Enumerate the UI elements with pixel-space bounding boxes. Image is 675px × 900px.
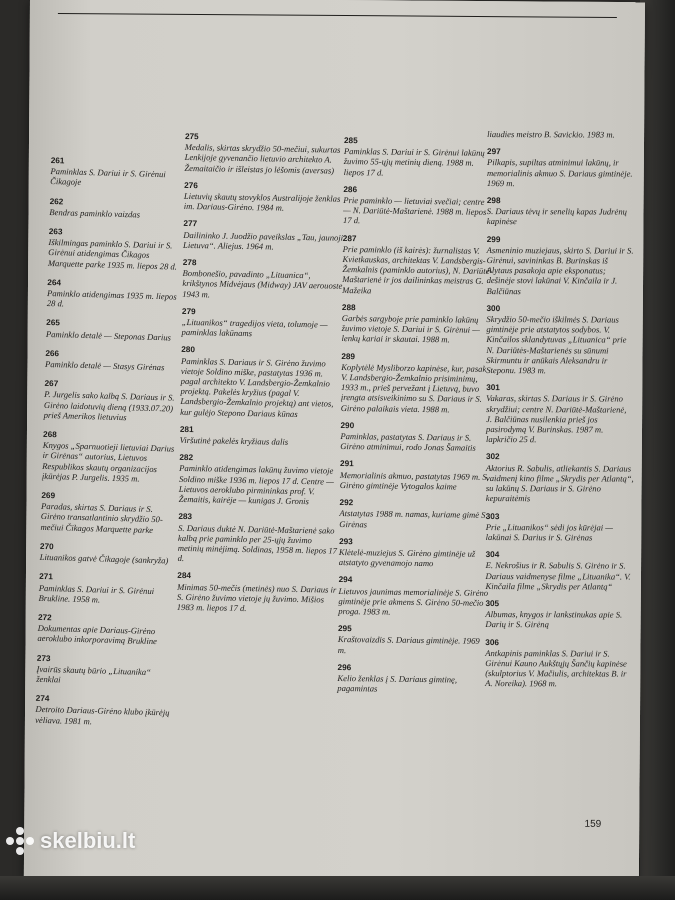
caption-number: 298 xyxy=(486,196,501,206)
caption-entry xyxy=(339,498,489,530)
caption-text: Iškilmingas paminklo S. Dariui ir S. Girėnui atidengimas Čikagos Marquette parke 1935 m. liepos 28 d. xyxy=(47,237,178,272)
caption-number: 269 xyxy=(41,490,56,501)
caption-entry xyxy=(35,694,174,728)
caption-text: Kelio ženklas į S. Dariaus gimtinę, pagamintas xyxy=(337,672,458,694)
caption-number: 265 xyxy=(46,318,61,328)
background-right xyxy=(640,0,675,900)
caption-number: 288 xyxy=(341,302,356,313)
caption-number: 301 xyxy=(486,383,500,393)
caption-text: Memorialinis akmuo, pastatytas 1969 m. S. Girėno gimtinėje Vytogalos kaime xyxy=(339,469,489,492)
caption-entry xyxy=(44,379,183,424)
caption-text: Antkapinis paminklas S. Dariui ir S. Girėnui Kauno Aukštųjų Šančių kapinėse (skulptorius V. Mačiulis, architektas B. ir A. Noreika). 1968 m. xyxy=(485,647,627,689)
skelbiu-logo-icon xyxy=(6,827,34,855)
caption-entry xyxy=(344,136,494,179)
caption-number: 274 xyxy=(35,693,50,704)
caption-entry xyxy=(48,227,187,272)
caption-text: Asmeninio muziejaus, skirto S. Dariui ir S. Girėnui, savininkas B. Burinskas iš Alytaus pasakoja apie eksponatus; dešinėje stovi lakūnai V. Kinčaila ir J. Balčiūnas xyxy=(486,244,634,296)
caption-text: Paminklas S. Dariaus ir S. Girėno žuvimo vietoje Soldino miške, pastatytas 1936 m. pagal architekto V. Landsbergio-Žemkalnio projektą. Pakelės kryžius (pagal V. Landsbergio-Žemkalnio projektą) ant vietos, kur gulėjo Stepono Dariaus kūnas xyxy=(180,355,334,419)
caption-text: Detroito Dariaus-Girėno klubo įkūrėjų vėliava. 1981 m. xyxy=(35,704,170,726)
caption-text: liaudies meistro B. Savickio. 1983 m. xyxy=(487,129,615,140)
caption-number: 289 xyxy=(341,351,356,361)
caption-entry xyxy=(40,491,179,536)
caption-entry xyxy=(339,537,489,569)
caption-text: Dailininko J. Juodžio paveikslas „Tau, jaunoji Lietuva“. Aliejus. 1964 m. xyxy=(183,229,344,252)
watermark xyxy=(6,826,135,856)
caption-entry xyxy=(487,196,635,227)
caption-number: 302 xyxy=(485,452,500,462)
caption-entry xyxy=(183,219,344,252)
caption-entry xyxy=(182,258,343,302)
caption-entry xyxy=(178,512,339,566)
caption-entry xyxy=(342,234,493,297)
caption-number: 266 xyxy=(45,348,60,359)
caption-text: Viršutinė pakelės kryžiaus dalis xyxy=(179,434,289,447)
caption-column-1 xyxy=(35,156,189,738)
caption-entry xyxy=(485,638,633,690)
caption-number: 293 xyxy=(339,536,353,546)
caption-text: Paminklo detalė — Steponas Darius xyxy=(45,328,172,343)
caption-text: P. Jurgelis sako kalbą S. Dariaus ir S. Girėno laidotuvių dieną (1933.07.20) prieš Amerikos lietuvius xyxy=(43,389,175,423)
caption-number: 270 xyxy=(39,541,54,552)
caption-number: 277 xyxy=(183,219,198,229)
caption-text: Minimas 50-mečis (metinės) nuo S. Dariaus ir S. Girėno žuvimo vietoje jų žuvimo. Mišios 1983 m. liepos 17 d. xyxy=(176,581,337,614)
caption-number: 273 xyxy=(36,653,51,663)
caption-number: 281 xyxy=(179,424,194,435)
caption-text: Bombonešio, pavadinto „Lituanica“, krikštynos Midvėjaus (Midway) JAV aerouoste 1943 m. xyxy=(182,268,343,300)
caption-entry xyxy=(486,383,634,445)
caption-text: Knygos „Sparnuotieji lietuviai Darius ir Girėnas“ autorius, Lietuvos Respublikos skautų organizacijos įkūrėjas P. Jurgelis. 1935 m. xyxy=(41,440,175,484)
caption-entry xyxy=(177,571,338,615)
caption-text: Lietuvos jaunimas memorialinėje S. Girėno gimtinėje prie akmens S. Girėno 50-mečio proga. 1983 m. xyxy=(338,585,489,617)
caption-text: Vakaras, skirtas S. Dariaus ir S. Girėno skrydžiui; centre N. Dariūtė-Maštarienė, J. Balčiūnas nusilenkia prieš jos pasirodymą V. Burinskas. 1987 m. lapkričio 25 d. xyxy=(486,393,627,445)
caption-number: 299 xyxy=(486,234,501,244)
caption-number: 303 xyxy=(485,511,500,521)
caption-text: Pilkapis, supiltas atminimui lakūnų, ir memorialinis akmuo S. Dariaus gimtinėje. 1969 m. xyxy=(486,157,633,188)
caption-entry xyxy=(486,304,634,376)
caption-column-3 xyxy=(337,136,494,703)
caption-number: 285 xyxy=(343,136,358,146)
caption-number: 291 xyxy=(339,459,354,469)
caption-number: 280 xyxy=(181,345,196,355)
caption-number: 275 xyxy=(184,131,199,142)
caption-text: Aktorius R. Sabulis, atliekantis S. Dariaus vaidmenį kino filme „Skrydis per Atlantą“, su lakūnų S. Dariaus ir S. Girėno kepuraitėmis xyxy=(485,462,634,504)
caption-text: Dokumentas apie Dariaus-Girėno aeroklubo inkorporavimą Brukline xyxy=(37,622,158,647)
caption-number: 286 xyxy=(343,184,358,195)
caption-number: 297 xyxy=(487,147,501,157)
caption-text: Lituanikos gatvė Čikagoje (sankryža) xyxy=(39,551,169,566)
caption-entry xyxy=(340,421,490,453)
caption-entry xyxy=(487,129,635,140)
caption-entry xyxy=(181,307,342,340)
book-page xyxy=(24,0,645,882)
caption-text: Įvairūs skautų būrio „Lituanika“ ženklai xyxy=(36,663,152,685)
caption-text: Paminklo atidengimas 1935 m. liepos 28 d. xyxy=(46,287,177,309)
caption-text: Paminklas S. Dariui ir S. Girėnui Brukline. 1958 m. xyxy=(38,582,155,605)
caption-entry xyxy=(338,575,488,618)
caption-entry xyxy=(50,156,189,190)
caption-number: 292 xyxy=(339,498,354,508)
watermark-text: skelbiu.lt xyxy=(40,828,136,853)
caption-number: 282 xyxy=(179,453,194,463)
caption-entry xyxy=(486,453,634,505)
caption-text: Koplytėlė Mysliborzo kapinėse, kur, pasak V. Landsbergio-Žemkalnio prisiminimų, 1933 m., prieš pervežant į Lietuvą, buvo įrengta atsisveikinimo su S. Dariaus ir S. Girėno palaikais vieta. 1988 m. xyxy=(340,361,487,415)
caption-entry xyxy=(49,197,188,221)
caption-number: 306 xyxy=(485,637,499,647)
caption-entry xyxy=(184,181,345,214)
caption-number: 263 xyxy=(48,226,63,237)
caption-entry xyxy=(46,318,185,342)
caption-entry xyxy=(485,599,633,630)
caption-text: Paminklas, pastatytas S. Dariaus ir S. Girėno atminimui, rodo Jonas Šamaitis xyxy=(340,431,476,453)
caption-number: 271 xyxy=(39,572,53,582)
background-bottom xyxy=(0,876,675,900)
caption-text: Albumas, knygos ir lankstinukas apie S. Darių ir S. Girėną xyxy=(485,609,623,630)
caption-number: 262 xyxy=(49,196,64,206)
caption-text: Prie paminklo (iš kairės): žurnalistas V. Kvietkauskas, architektas V. Landsbergis-Žemkalnis (paminklo autorius), N. Dariūtė-Maštarienė ir jos dailininkas meistras G. Mažeika xyxy=(342,243,493,296)
caption-entry xyxy=(45,349,184,373)
caption-column-4 xyxy=(485,129,635,697)
caption-entry xyxy=(179,453,340,507)
caption-number: 294 xyxy=(338,575,353,585)
caption-text: Paminklas S. Dariui ir S. Girėnui Čikagoje xyxy=(50,166,166,188)
caption-number: 304 xyxy=(485,550,500,560)
caption-text: E. Nekrošius ir R. Sabulis S. Girėno ir S. Dariaus vaidmenyse filme „Lituanika“. V. Kinčaila filme „Skrydis per Atlantą“ xyxy=(485,560,631,592)
header-rule xyxy=(58,13,617,18)
caption-entry xyxy=(38,572,177,606)
caption-number: 268 xyxy=(43,429,57,440)
caption-entry xyxy=(337,663,487,695)
caption-text: S. Dariaus tėvų ir senelių kapas Judrėnų kapinėse xyxy=(486,206,627,227)
caption-number: 296 xyxy=(337,662,352,672)
caption-entry xyxy=(180,345,341,419)
caption-number: 290 xyxy=(340,420,355,431)
caption-text: Kraštovaizdis S. Dariaus gimtinėje. 1969 m. xyxy=(337,634,480,655)
caption-entry xyxy=(42,430,181,485)
caption-entry xyxy=(485,550,633,591)
caption-text: „Lituanikos“ tragedijos vieta, tolumoje — paminklas lakūnams xyxy=(181,316,328,339)
caption-column-2 xyxy=(177,132,345,623)
caption-number: 284 xyxy=(177,571,192,581)
caption-number: 279 xyxy=(181,306,196,316)
caption-number: 276 xyxy=(184,180,198,190)
caption-number: 305 xyxy=(485,598,500,609)
caption-text: Atstatytas 1988 m. namas, kuriame gimė S. Girėnas xyxy=(339,508,488,529)
page-number: 159 xyxy=(584,818,602,830)
caption-entry xyxy=(338,624,488,656)
caption-text: Prie paminklo — lietuviai svečiai; centre — N. Dariūtė-Maštarienė. 1988 m. liepos 17 d. xyxy=(342,195,487,226)
caption-text: Paminklas S. Dariui ir S. Girėnui lakūnų žuvimo 55-ųjų metinių dieną. 1988 m. liepos 17 d. xyxy=(343,146,485,178)
caption-entry xyxy=(486,512,634,543)
caption-text: Paradas, skirtas S. Dariaus ir S. Girėno transatlantinio skrydžio 50-mečiui Čikagos Marquette parke xyxy=(40,501,163,535)
caption-entry xyxy=(487,235,635,297)
caption-text: Paminklo detalė — Stasys Girėnas xyxy=(44,358,165,373)
caption-entry xyxy=(40,542,179,566)
caption-text: Garbės sargyboje prie paminklo lakūnų žuvimo vietoje S. Dariui ir S. Girėnui — lenkų kariai ir skautai. 1988 m. xyxy=(341,313,480,345)
caption-entry xyxy=(342,303,492,346)
caption-text: Prie „Lituanikos“ sėdi jos kūrėjai — lakūnai S. Darius ir S. Girėnas xyxy=(485,521,613,543)
caption-entry xyxy=(184,132,345,176)
caption-entry xyxy=(340,460,490,492)
caption-number: 267 xyxy=(44,379,59,389)
caption-number: 272 xyxy=(37,612,52,623)
caption-entry xyxy=(37,613,176,647)
caption-number: 264 xyxy=(47,277,62,288)
caption-entry xyxy=(341,352,492,415)
caption-text: Paminklo atidengimas lakūnų žuvimo vietoje Soldino miške 1936 m. liepos 17 d. Centre — Lietuvos aeroklubo pirmininkas prof. V. Žemaitis, kairėje — kunigas J. Gronis xyxy=(178,463,334,507)
caption-number: 295 xyxy=(337,624,352,634)
caption-text: S. Dariaus duktė N. Dariūtė-Maštarienė sako kalbą prie paminklo per 25-ųjų žuvimo metinių minėjimą. Soldinas, 1958 m. liepos 17 d. xyxy=(177,522,338,564)
caption-entry xyxy=(36,653,175,687)
caption-text: Klėtelė-muziejus S. Girėno gimtinėje už atstatyto gyvenamojo namo xyxy=(338,546,476,569)
caption-text: Bendras paminklo vaizdas xyxy=(49,206,141,220)
caption-text: Medalis, skirtas skrydžio 50-mečiui, sukurtas Lenkijoje gyvenančio lietuvio architekto A. Žemaitaičio ir išleistas jo lėšomis (aversas) xyxy=(184,142,341,176)
caption-text: Lietuvių skautų stovyklos Australijoje ženklas im. Dariaus-Girėno. 1984 m. xyxy=(183,190,341,213)
caption-number: 287 xyxy=(342,233,357,243)
caption-number: 261 xyxy=(50,156,65,166)
caption-entry xyxy=(343,185,493,228)
caption-entry xyxy=(47,278,186,312)
caption-entry xyxy=(487,147,635,188)
caption-entry xyxy=(180,425,340,448)
caption-number: 300 xyxy=(486,303,501,313)
caption-number: 283 xyxy=(178,512,193,522)
caption-text: Skrydžio 50-mečio iškilmės S. Dariaus gimtinėje prie atstatytos sodybos. V. Kinčailos sklandytuvas „Lituanica“ prie N. Dariūtės-Maštarienės su sūnumi Skirmuntu ir anūkais Aleksandru ir Steponu. 1983 m. xyxy=(486,314,627,376)
caption-number: 278 xyxy=(182,257,197,268)
